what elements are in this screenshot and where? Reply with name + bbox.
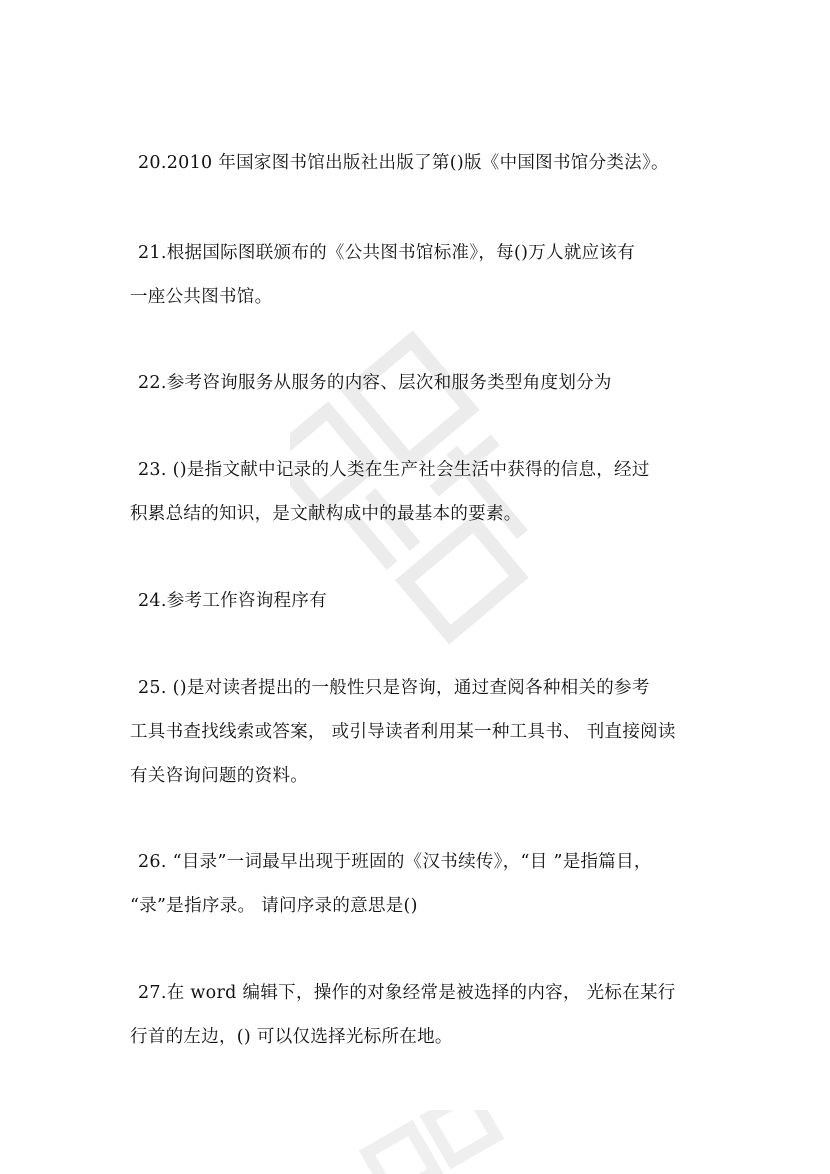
- question-line: 25. ()是对读者提出的一般性只是咨询，通过查阅各种相关的参考: [138, 678, 650, 698]
- question-25: [130, 675, 710, 790]
- question-27: [130, 980, 710, 1051]
- question-23: [130, 457, 710, 528]
- question-line: 积累总结的知识，是文献构成中的最基本的要素。: [130, 504, 522, 524]
- question-line: 22.参考咨询服务从服务的内容、层次和服务类型角度划分为: [138, 373, 612, 393]
- watermark-bottom-icon: [330, 1110, 530, 1174]
- question-line: 23. ()是指文献中记录的人类在生产社会生活中获得的信息，经过: [138, 460, 650, 480]
- question-26: [130, 849, 710, 920]
- question-20: [130, 150, 710, 177]
- question-24: [130, 588, 710, 615]
- question-line: 21.根据国际图联颁布的《公共图书馆标准》，每()万人就应该有: [138, 243, 636, 263]
- question-line: 行首的左边，() 可以仅选择光标所在地。: [130, 1027, 453, 1047]
- question-line: 26. “目录”一词最早出现于班固的《汉书续传》，“目 ”是指篇目，: [138, 852, 652, 872]
- question-line: “录”是指序录。 请问序录的意思是(): [130, 896, 418, 916]
- question-22: [130, 370, 710, 397]
- question-line: 工具书查找线索或答案， 或引导读者利用某一种工具书、 刊直接阅读: [130, 722, 676, 742]
- question-line: 有关咨询问题的资料。: [130, 766, 308, 786]
- question-line: 20.2010 年国家图书馆出版社出版了第()版《中国图书馆分类法》。: [138, 153, 669, 173]
- question-21: [130, 240, 710, 311]
- question-line: 一座公共图书馆。: [130, 287, 273, 307]
- question-line: 24.参考工作咨询程序有: [138, 591, 327, 611]
- question-line: 27.在 word 编辑下，操作的对象经常是被选择的内容， 光标在某行: [138, 983, 676, 1003]
